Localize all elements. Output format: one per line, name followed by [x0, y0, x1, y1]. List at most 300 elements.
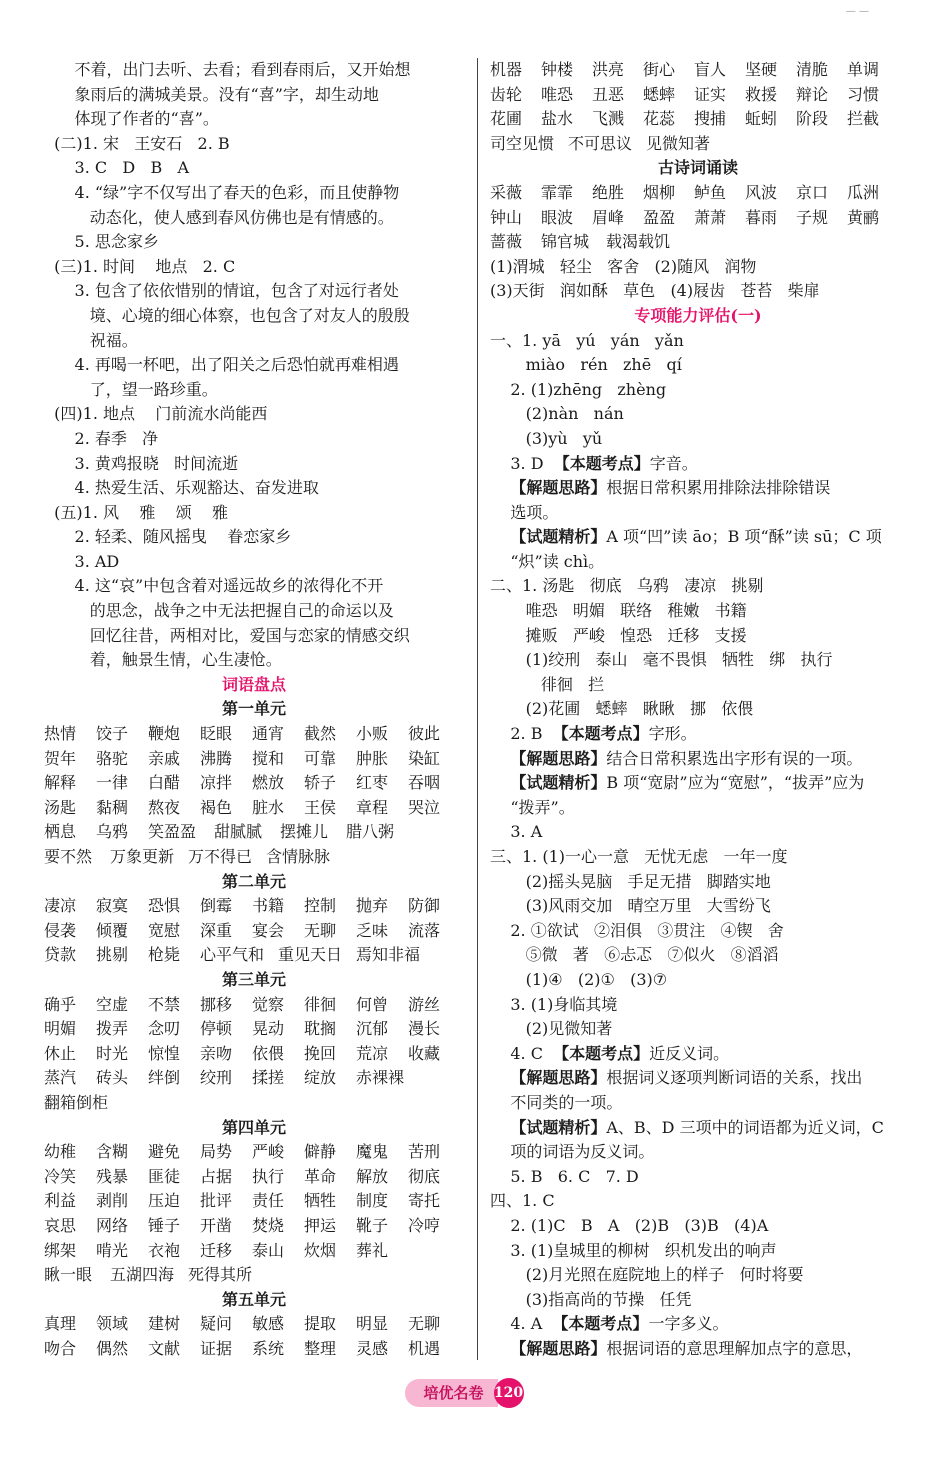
answer-line: 3. (1)皇城里的柳树 织机发出的响声 — [490, 1240, 777, 1260]
vocab-word: 绽放 — [304, 1068, 337, 1088]
answer-line: 3. AD — [44, 551, 120, 571]
vocab-word: 采薇 — [490, 182, 523, 202]
vocab-word: 轿子 — [304, 773, 337, 793]
word-row — [44, 722, 464, 747]
word-row — [44, 771, 464, 796]
vocab-word: 开凿 — [200, 1215, 233, 1235]
vocab-word: 占据 — [200, 1166, 233, 1186]
word-row — [44, 1263, 464, 1288]
answer-line: miào rén zhē qí — [490, 355, 682, 375]
vocab-word: 衣袍 — [148, 1240, 181, 1260]
poem-line: (3)天街 润如酥 草色 (4)屐齿 苍苔 柴扉 — [490, 281, 820, 301]
vocab-word: 葬礼 — [356, 1240, 389, 1260]
vocab-word: 京口 — [796, 182, 829, 202]
vocab-word: 整理 — [304, 1338, 337, 1358]
vocab-word: 眉峰 — [592, 207, 625, 227]
vocab-word: 压迫 — [148, 1191, 181, 1211]
word-row — [44, 796, 464, 821]
vocab-word: 抛弃 — [356, 896, 389, 916]
vocab-word: 翻箱倒柜 — [44, 1092, 109, 1112]
vocab-word: 依偎 — [252, 1043, 285, 1063]
answer-line: 3. (1)身临其境 — [490, 994, 618, 1014]
vocab-word: 可靠 — [304, 748, 337, 768]
answer-line: 摊贩 严峻 惶恐 迁移 支援 — [490, 625, 747, 645]
word-row — [490, 206, 906, 231]
vocab-word: 截然 — [304, 724, 337, 744]
vocab-word: 领域 — [96, 1314, 129, 1334]
answer-line: (四)1. 地点 门前流水尚能西 — [44, 404, 268, 424]
brand-label: 培优名卷 — [405, 1379, 497, 1407]
answer-line: (3)风雨交加 晴空万里 大雪纷飞 — [490, 896, 771, 916]
vocab-word: 执行 — [252, 1166, 285, 1186]
vocab-word: 冷笑 — [44, 1166, 77, 1186]
vocab-word: 挽回 — [304, 1043, 337, 1063]
vocab-word: 救援 — [745, 84, 778, 104]
vocab-word: 不可思议 — [568, 133, 633, 153]
answer-line: 2. 春季 净 — [44, 428, 159, 448]
answer-line: 4. “绿”字不仅写出了春天的色彩，而且使静物 — [44, 182, 400, 202]
vocab-word: 剥削 — [96, 1191, 129, 1211]
vocab-word: 栖息 — [44, 822, 77, 842]
vocab-word: 鲈鱼 — [694, 182, 727, 202]
vocab-word: 避免 — [148, 1142, 181, 1162]
vocab-section-title: 词语盘点 — [221, 674, 286, 694]
answer-line: 5. 思念家乡 — [44, 232, 159, 252]
vocab-word: 不禁 — [148, 994, 181, 1014]
vocab-word: 恐惧 — [148, 896, 181, 916]
answer-line: 2. B 【本题考点】字形。 — [490, 724, 697, 744]
word-row — [44, 1165, 464, 1190]
word-row — [44, 1042, 464, 1067]
unit-title: 第四单元 — [221, 1117, 286, 1137]
vocab-word: 阶段 — [796, 109, 829, 129]
vocab-word: 时光 — [96, 1043, 129, 1063]
answer-line: 2. (1)zhēng zhèng — [490, 379, 667, 399]
vocab-word: 小贩 — [356, 724, 389, 744]
answer-line: 二、1. 汤匙 彻底 乌鸦 凄凉 挑剔 — [490, 576, 764, 596]
vocab-word: 黄鹂 — [847, 207, 880, 227]
word-row — [44, 747, 464, 772]
answer-line: 不同类的一项。 — [490, 1092, 623, 1112]
answer-line: (3)指高尚的节操 任凭 — [490, 1289, 692, 1309]
answer-line: 的思念，战争之中无法把握自己的命运以及 — [44, 601, 394, 621]
vocab-word: 瓜洲 — [847, 182, 880, 202]
vocab-word: 红枣 — [356, 773, 389, 793]
word-row — [44, 993, 464, 1018]
vocab-word: 贷款 — [44, 945, 77, 965]
vocab-word: 严峻 — [252, 1142, 285, 1162]
vocab-word: 苦刑 — [408, 1142, 441, 1162]
answer-line: 着，触景生情，心生凄怆。 — [44, 650, 282, 670]
vocab-word: 倒霉 — [200, 896, 233, 916]
answer-line: 动态化，使人感到春风仿佛也是有情感的。 — [44, 207, 394, 227]
word-row — [44, 943, 464, 968]
vocab-word: 含情脉脉 — [266, 847, 331, 866]
vocab-word: 染缸 — [408, 748, 441, 768]
vocab-word: 制度 — [356, 1191, 389, 1211]
vocab-word: 明媚 — [44, 1019, 77, 1039]
vocab-word: 赤裸裸 — [356, 1068, 405, 1088]
word-row — [490, 132, 906, 157]
vocab-word: 眼波 — [541, 207, 574, 227]
vocab-word: 霏霏 — [541, 182, 574, 202]
vocab-word: 盈盈 — [643, 207, 676, 227]
vocab-word: 拨弄 — [96, 1019, 129, 1039]
vocab-word: 眨眼 — [200, 724, 233, 744]
vocab-word: 蟋蟀 — [643, 84, 676, 104]
answer-line: (2)花圃 蟋蟀 瞅瞅 挪 依偎 — [490, 699, 754, 719]
vocab-word: 无聊 — [408, 1314, 441, 1334]
vocab-word: 齿轮 — [490, 84, 523, 104]
vocab-word: 牺牲 — [304, 1191, 337, 1211]
word-row — [44, 845, 464, 870]
answer-line: (2)月光照在庭院地上的样子 何时将要 — [490, 1265, 804, 1285]
vocab-word: 敏感 — [252, 1314, 285, 1334]
word-row — [44, 1239, 464, 1264]
vocab-word: 彻底 — [408, 1166, 441, 1186]
vocab-word: 焚烧 — [252, 1215, 285, 1235]
vocab-word: 挪移 — [200, 994, 233, 1014]
vocab-word: 机器 — [490, 60, 523, 79]
vocab-word: 哭泣 — [408, 797, 441, 817]
vocab-word: 押运 — [304, 1215, 337, 1235]
vocab-word: 蚯蚓 — [745, 109, 778, 129]
vocab-word: 黏稠 — [96, 797, 129, 817]
answer-line: 2. (1)C B A (2)B (3)B (4)A — [490, 1215, 769, 1235]
vocab-word: 蔷薇 — [490, 232, 523, 252]
vocab-units — [44, 697, 464, 1361]
answer-line: 4. 热爱生活、乐观豁达、奋发进取 — [44, 478, 319, 498]
answer-line: 3. A — [490, 822, 543, 842]
poem-section-title: 古诗词诵读 — [657, 158, 738, 178]
vocab-word: 魔鬼 — [356, 1142, 389, 1162]
vocab-word: 网络 — [96, 1215, 129, 1235]
word-row — [44, 1017, 464, 1042]
vocab-word: 明显 — [356, 1314, 389, 1334]
vocab-word: 徘徊 — [304, 994, 337, 1014]
page-number: 120 — [494, 1378, 524, 1408]
vocab-word: 盲人 — [694, 60, 727, 79]
vocab-word: 重见天日 — [278, 945, 343, 965]
answer-line: 回忆往昔，两相对比，爱国与恋家的情感交织 — [44, 625, 410, 645]
vocab-word: 肿胀 — [356, 748, 389, 768]
vocab-word: 解放 — [356, 1166, 389, 1186]
vocab-word: 责任 — [252, 1191, 285, 1211]
vocab-word: 侵袭 — [44, 920, 77, 940]
page-footer — [0, 1378, 929, 1408]
vocab-word: 蒸汽 — [44, 1068, 77, 1088]
vocab-word: 燃放 — [252, 773, 285, 793]
word-row — [490, 230, 906, 255]
vocab-word: 暮雨 — [745, 207, 778, 227]
vocab-word: 坚硬 — [745, 60, 778, 79]
vocab-word: 炊烟 — [304, 1240, 337, 1260]
answer-line: (3)yù yǔ — [490, 428, 603, 448]
answer-line: (1)④ (2)① (3)⑦ — [490, 969, 668, 989]
word-row — [44, 894, 464, 919]
word-row — [44, 820, 464, 845]
vocab-word: 确乎 — [44, 994, 77, 1014]
answer-line: 3. D 【本题考点】字音。 — [490, 453, 698, 473]
answer-line: 一、1. yā yú yán yǎn — [490, 330, 684, 350]
vocab-word: 花圃 — [490, 109, 523, 129]
vocab-word: 控制 — [304, 896, 337, 916]
vocab-word: 习惯 — [847, 84, 880, 104]
vocab-word: 萧萧 — [694, 207, 727, 227]
vocab-word: 批评 — [200, 1191, 233, 1211]
vocab-word: 僻静 — [304, 1142, 337, 1162]
vocab-word: 靴子 — [356, 1215, 389, 1235]
vocab-word: 收藏 — [408, 1043, 441, 1063]
answer-line: 4. 再喝一杯吧，出了阳关之后恐怕就再难相遇 — [44, 355, 399, 375]
column-divider — [477, 58, 478, 1360]
vocab-word: 钟山 — [490, 207, 523, 227]
vocab-word: 耽搁 — [304, 1019, 337, 1039]
vocab-word: 绊倒 — [148, 1068, 181, 1088]
vocab-word: 机遇 — [408, 1338, 441, 1358]
vocab-word: 泰山 — [252, 1240, 285, 1260]
vocab-word: 搅和 — [252, 748, 285, 768]
vocab-word: 要不然 — [44, 847, 93, 866]
vocab-word: 吞咽 — [408, 773, 441, 793]
vocab-word: 风波 — [745, 182, 778, 202]
vocab-word: 疑问 — [200, 1314, 233, 1334]
vocab-word: 残暴 — [96, 1166, 129, 1186]
answer-line: 【解题思路】根据词语的意思理解加点字的意思， — [510, 1338, 863, 1358]
vocab-word: 子规 — [796, 207, 829, 227]
vocab-word: 司空见惯 — [490, 133, 555, 153]
vocab-word: 沸腾 — [200, 748, 233, 768]
vocab-word: 焉知非福 — [356, 945, 421, 965]
vocab-word: 心平气和 — [200, 945, 265, 965]
answer-line: 3. C D B A — [44, 158, 190, 178]
vocab-word: 贺年 — [44, 748, 77, 768]
vocab-word: 系统 — [252, 1338, 285, 1358]
answer-line: 象雨后的满城美景。没有“喜”字，却生动地 — [44, 84, 379, 104]
answer-line: ⑤微 著 ⑥忐忑 ⑦似火 ⑧滔滔 — [490, 945, 779, 965]
answer-line: (三)1. 时间 地点 2. C — [44, 256, 236, 276]
vocab-word: 花蕊 — [643, 109, 676, 129]
vocab-word: 哀思 — [44, 1215, 77, 1235]
vocab-word: 停顿 — [200, 1019, 233, 1039]
right-answer-lines — [490, 329, 906, 1362]
poem-answer-lines — [490, 255, 906, 304]
vocab-word: 晃动 — [252, 1019, 285, 1039]
answer-line: “拨弄”。 — [490, 797, 575, 817]
vocab-word: 迁移 — [200, 1240, 233, 1260]
answer-line: “炽”读 chì。 — [490, 551, 605, 571]
word-row — [44, 1140, 464, 1165]
vocab-word: 砖头 — [96, 1068, 129, 1088]
answer-line: 【试题精析】A 项“凹”读 āo；B 项“酥”读 sū；C 项 — [510, 527, 882, 547]
vocab-word: 辩论 — [796, 84, 829, 104]
word-row — [490, 107, 906, 132]
vocab-word: 啃光 — [96, 1240, 129, 1260]
vocab-word: 偶然 — [96, 1338, 129, 1358]
answer-line: 不着，出门去听、去看；看到春雨后，又开始想 — [44, 60, 411, 79]
vocab-word: 亲吻 — [200, 1043, 233, 1063]
vocab-word: 彼此 — [408, 724, 441, 744]
left-answer-lines — [44, 58, 464, 673]
answer-line: 体现了作者的“喜”。 — [44, 109, 219, 129]
vocab-word: 通宵 — [252, 724, 285, 744]
answer-line: 选项。 — [490, 502, 559, 522]
vocab-word: 揉搓 — [252, 1068, 285, 1088]
word-row — [44, 1337, 464, 1362]
vocab-word: 寄托 — [408, 1191, 441, 1211]
right-column — [490, 58, 906, 1361]
vocab-word: 唯恐 — [541, 84, 574, 104]
vocab-word: 街心 — [643, 60, 676, 79]
assessment-title: 专项能力评估(一) — [634, 305, 762, 325]
vocab-word: 深重 — [200, 920, 233, 940]
answer-line: (2)摇头晃脑 手足无措 脚踏实地 — [490, 871, 771, 891]
vocab-word: 鞭炮 — [148, 724, 181, 744]
vocab-word: 寂寞 — [96, 896, 129, 916]
vocab-word: 甜腻腻 — [214, 822, 263, 842]
vocab-word: 脏水 — [252, 797, 285, 817]
vocab-word: 载渴载饥 — [606, 232, 671, 252]
vocab-word: 利益 — [44, 1191, 77, 1211]
vocab-word: 真理 — [44, 1314, 77, 1334]
answer-line: 4. 这“哀”中包含着对遥远故乡的浓得化不开 — [44, 576, 384, 596]
vocab-word: 瞅一眼 — [44, 1265, 93, 1285]
unit-title: 第五单元 — [221, 1289, 286, 1309]
answer-line: 了，望一路珍重。 — [44, 379, 218, 399]
vocab-word: 冷哼 — [408, 1215, 441, 1235]
poem-word-grid — [490, 181, 906, 255]
vocab-word: 一律 — [96, 773, 129, 793]
answer-line: 唯恐 明媚 联络 稚嫩 书籍 — [490, 601, 747, 621]
corner-mark: — — — [845, 6, 869, 17]
vocab-word: 飞溅 — [592, 109, 625, 129]
vocab-word: 游丝 — [408, 994, 441, 1014]
answer-line: 【解题思路】结合日常积累选出字形有误的一项。 — [510, 748, 863, 768]
vocab-word: 防御 — [408, 896, 441, 916]
vocab-word: 凉拌 — [200, 773, 233, 793]
vocab-word: 荒凉 — [356, 1043, 389, 1063]
vocab-word: 洪亮 — [592, 60, 625, 79]
vocab-word: 漫长 — [408, 1019, 441, 1039]
vocab-word: 宽慰 — [148, 920, 181, 940]
vocab-word: 五湖四海 — [110, 1265, 175, 1285]
vocab-word: 乌鸦 — [96, 822, 129, 842]
vocab-word: 搜捕 — [694, 109, 727, 129]
vocab-word: 吻合 — [44, 1338, 77, 1358]
word-row — [44, 919, 464, 944]
answer-line: 【解题思路】根据日常积累用排除法排除错误 — [510, 478, 831, 498]
answer-line: 三、1. (1)一心一意 无忧无虑 一年一度 — [490, 847, 788, 866]
answer-line: 项的词语为反义词。 — [490, 1142, 655, 1162]
vocab-word: 革命 — [304, 1166, 337, 1186]
vocab-word: 褐色 — [200, 797, 233, 817]
answer-line: (五)1. 风 雅 颂 雅 — [44, 502, 229, 522]
word-row — [44, 1189, 464, 1214]
vocab-word: 含糊 — [96, 1142, 129, 1162]
vocab-word: 章程 — [356, 797, 389, 817]
vocab-word: 王侯 — [304, 797, 337, 817]
unit-title: 第二单元 — [221, 871, 286, 891]
vocab-word: 休止 — [44, 1043, 77, 1063]
answer-line: 3. 黄鸡报晓 时间流逝 — [44, 453, 239, 473]
vocab-word: 幼稚 — [44, 1142, 77, 1162]
vocab-word: 书籍 — [252, 896, 285, 916]
answer-line: 【解题思路】根据词义逐项判断词语的关系，找出 — [510, 1068, 863, 1088]
vocab-word: 绞刑 — [200, 1068, 233, 1088]
vocab-word: 骆驼 — [96, 748, 129, 768]
vocab-word: 万不得已 — [188, 847, 253, 866]
vocab-word: 何曾 — [356, 994, 389, 1014]
vocab-word: 灵感 — [356, 1338, 389, 1358]
vocab-word: 念叨 — [148, 1019, 181, 1039]
word-row — [44, 1214, 464, 1239]
answer-line: 【试题精析】B 项“宽尉”应为“宽慰”，“拔弄”应为 — [510, 773, 865, 793]
vocab-word: 流落 — [408, 920, 441, 940]
vocab-word: 锤子 — [148, 1215, 181, 1235]
vocab-word: 亲戚 — [148, 748, 181, 768]
vocab-word: 万象更新 — [110, 847, 175, 866]
vocab-word: 烟柳 — [643, 182, 676, 202]
vocab-word: 提取 — [304, 1314, 337, 1334]
vocab-word: 腊八粥 — [346, 822, 395, 842]
vocab-word: 倾覆 — [96, 920, 129, 940]
vocab-word: 见微知著 — [646, 133, 711, 153]
word-row — [44, 1066, 464, 1091]
answer-line: (1)绞刑 泰山 毫不畏惧 牺牲 绑 执行 — [490, 650, 833, 670]
vocab-word: 文献 — [148, 1338, 181, 1358]
word-row — [490, 83, 906, 108]
vocab-word: 无聊 — [304, 920, 337, 940]
answer-line: 4. C 【本题考点】近反义词。 — [490, 1043, 730, 1063]
answer-line: (2)见微知著 — [490, 1019, 613, 1039]
answer-line: 3. 包含了依依惜别的情谊，包含了对远行者处 — [44, 281, 399, 301]
vocab-word: 挑剔 — [96, 945, 129, 965]
vocab-word: 局势 — [200, 1142, 233, 1162]
vocab-word: 绝胜 — [592, 182, 625, 202]
vocab-word: 空虚 — [96, 994, 129, 1014]
vocab-word: 解释 — [44, 773, 77, 793]
vocab-word: 乏味 — [356, 920, 389, 940]
word-row — [490, 181, 906, 206]
word-row — [44, 1312, 464, 1337]
vocab-word: 枪毙 — [148, 945, 181, 965]
vocab-word: 觉察 — [252, 994, 285, 1014]
vocab-word: 盐水 — [541, 109, 574, 129]
vocab-word: 沉郁 — [356, 1019, 389, 1039]
vocab-word: 绑架 — [44, 1240, 77, 1260]
unit-title: 第一单元 — [221, 699, 286, 719]
answer-line: (2)nàn nán — [490, 404, 624, 424]
vocab-word: 饺子 — [96, 724, 129, 744]
vocab-word: 清脆 — [796, 60, 829, 79]
vocab-word: 白醋 — [148, 773, 181, 793]
vocab-word: 摆摊儿 — [280, 822, 329, 842]
answer-line: 境、心境的细心体察，也包含了对友人的殷殷 — [44, 305, 410, 325]
vocab-word: 宴会 — [252, 920, 285, 940]
vocab-word: 证实 — [694, 84, 727, 104]
answer-line: 2. ①欲试 ②泪俱 ③贯注 ④锲 舍 — [490, 920, 784, 940]
vocab-word: 匪徒 — [148, 1166, 181, 1186]
answer-line: 祝福。 — [44, 330, 138, 350]
vocab-word: 热情 — [44, 724, 77, 744]
vocab-word: 笑盈盈 — [148, 822, 197, 842]
answer-line: 4. A 【本题考点】一字多义。 — [490, 1314, 729, 1334]
answer-line: 【试题精析】A、B、D 三项中的词语都为近义词，C — [510, 1117, 884, 1137]
answer-line: (二)1. 宋 王安石 2. B — [44, 133, 230, 153]
vocab-word: 钟楼 — [541, 60, 574, 79]
vocab-word: 建树 — [148, 1314, 181, 1334]
vocab-word: 拦截 — [847, 109, 880, 129]
